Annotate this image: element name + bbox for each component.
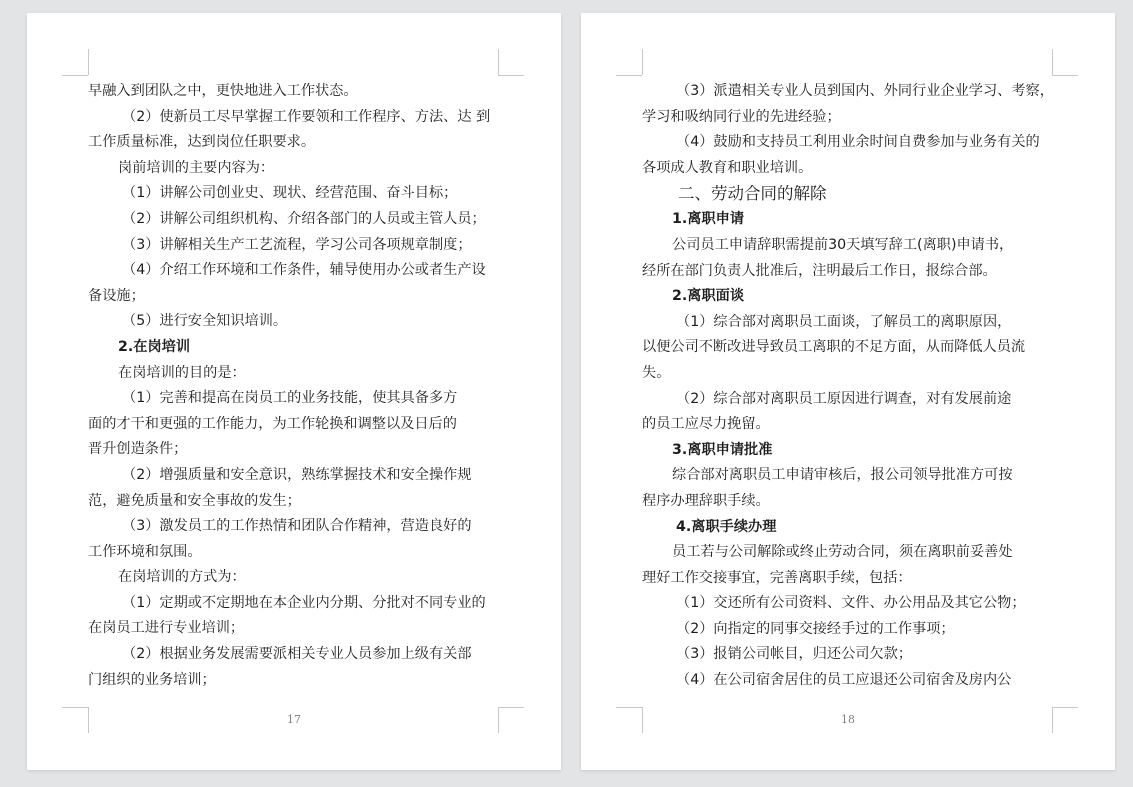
text-line: 各项成人教育和职业培训。 xyxy=(642,159,813,176)
text-line: （2）综合部对离职员工原因进行调查，对有发展前途 xyxy=(676,390,1012,407)
text-line: 员工若与公司解除或终止劳动合同，须在离职前妥善处 xyxy=(672,544,1013,561)
text-line: 工作质量标准，达到岗位任职要求。 xyxy=(88,134,316,151)
text-line: 岗前培训的主要内容为： xyxy=(118,159,275,176)
text-line: （1）综合部对离职员工面谈，了解员工的离职原因， xyxy=(676,313,1012,330)
text-line: （4）介绍工作环境和工作条件，辅导使用办公或者生产设 xyxy=(122,262,486,279)
subheading: 1.离职申请 xyxy=(672,211,745,228)
text-line: 早融入到团队之中，更快地进入工作状态。 xyxy=(88,83,358,99)
text-line: 程序办理辞职手续。 xyxy=(642,492,770,509)
text-line: （3）报销公司帐目，归还公司欠款； xyxy=(676,646,913,663)
text-line: （1）讲解公司创业史、现状、经营范围、奋斗目标； xyxy=(122,185,458,202)
text-line: 以便公司不断改进导致员工离职的不足方面，从而降低人员流 xyxy=(642,339,1026,356)
page-17-body xyxy=(88,79,498,693)
text-line: （2）根据业务发展需要派相关专业人员参加上级有关部 xyxy=(122,646,472,663)
subheading: 2.在岗培训 xyxy=(118,338,191,355)
page-18-body xyxy=(642,79,1052,694)
text-line: 范，避免质量和安全事故的发生； xyxy=(88,492,301,509)
text-line: 的员工应尽力挽留。 xyxy=(642,416,770,433)
text-line: （3）讲解相关生产工艺流程，学习公司各项规章制度； xyxy=(122,236,472,253)
text-line: （2）向指定的同事交接经手过的工作事项； xyxy=(676,620,955,637)
text-line: 面的才干和更强的工作能力，为工作轮换和调整以及日后的 xyxy=(88,415,457,432)
text-line: （5）进行安全知识培训。 xyxy=(122,313,288,330)
text-line: （1）交还所有公司资料、文件、办公用品及其它公物； xyxy=(676,595,1026,612)
text-line: 理好工作交接事宜，完善离职手续，包括： xyxy=(642,569,912,586)
section-heading: 二、劳动合同的解除 xyxy=(678,184,827,204)
page-17 xyxy=(27,13,561,770)
text-line: 工作环境和氛围。 xyxy=(88,543,202,560)
page-number: 18 xyxy=(841,713,855,726)
text-line: （3）派遣相关专业人员到国内、外同行业企业学习、考察， xyxy=(676,83,1054,99)
text-line: （2）增强质量和安全意识，熟练掌握技术和安全操作规 xyxy=(122,466,472,483)
subheading: 4.离职手续办理 xyxy=(676,518,777,535)
page-number: 17 xyxy=(287,713,301,726)
subheading: 3.离职申请批准 xyxy=(672,441,773,458)
page-18 xyxy=(581,13,1115,770)
text-line: （3）激发员工的工作热情和团队合作精神，营造良好的 xyxy=(122,518,472,535)
text-line: 在岗培训的目的是： xyxy=(118,364,246,381)
text-line: 在岗员工进行专业培训； xyxy=(88,620,245,637)
text-line: （1）完善和提高在岗员工的业务技能，使其具备多方 xyxy=(122,390,458,407)
text-line: （1）定期或不定期地在本企业内分期、分批对不同专业的 xyxy=(122,594,486,611)
text-line: 学习和吸纳同行业的先进经验； xyxy=(642,108,841,125)
text-line: 晋升创造条件； xyxy=(88,441,188,458)
text-line: 备设施； xyxy=(88,287,145,304)
text-line: 经所在部门负责人批准后，注明最后工作日，报综合部。 xyxy=(642,262,997,279)
text-line: （2）使新员工尽早掌握工作要领和工作程序、方法、达 到 xyxy=(122,108,491,125)
text-line: （4）在公司宿舍居住的员工应退还公司宿舍及房内公 xyxy=(676,672,1012,689)
text-line: （2）讲解公司组织机构、介绍各部门的人员或主管人员； xyxy=(122,210,486,227)
subheading: 2.离职面谈 xyxy=(672,288,745,305)
text-line: （4）鼓励和支持员工利用业余时间自费参加与业务有关的 xyxy=(676,134,1040,151)
text-line: 综合部对离职员工申请审核后，报公司领导批准方可按 xyxy=(672,467,1013,484)
text-line: 门组织的业务培训； xyxy=(88,671,216,688)
text-line: 失。 xyxy=(642,364,671,381)
text-line: 公司员工申请辞职需提前30天填写辞工(离职)申请书， xyxy=(672,236,1014,253)
text-line: 在岗培训的方式为： xyxy=(118,569,246,586)
